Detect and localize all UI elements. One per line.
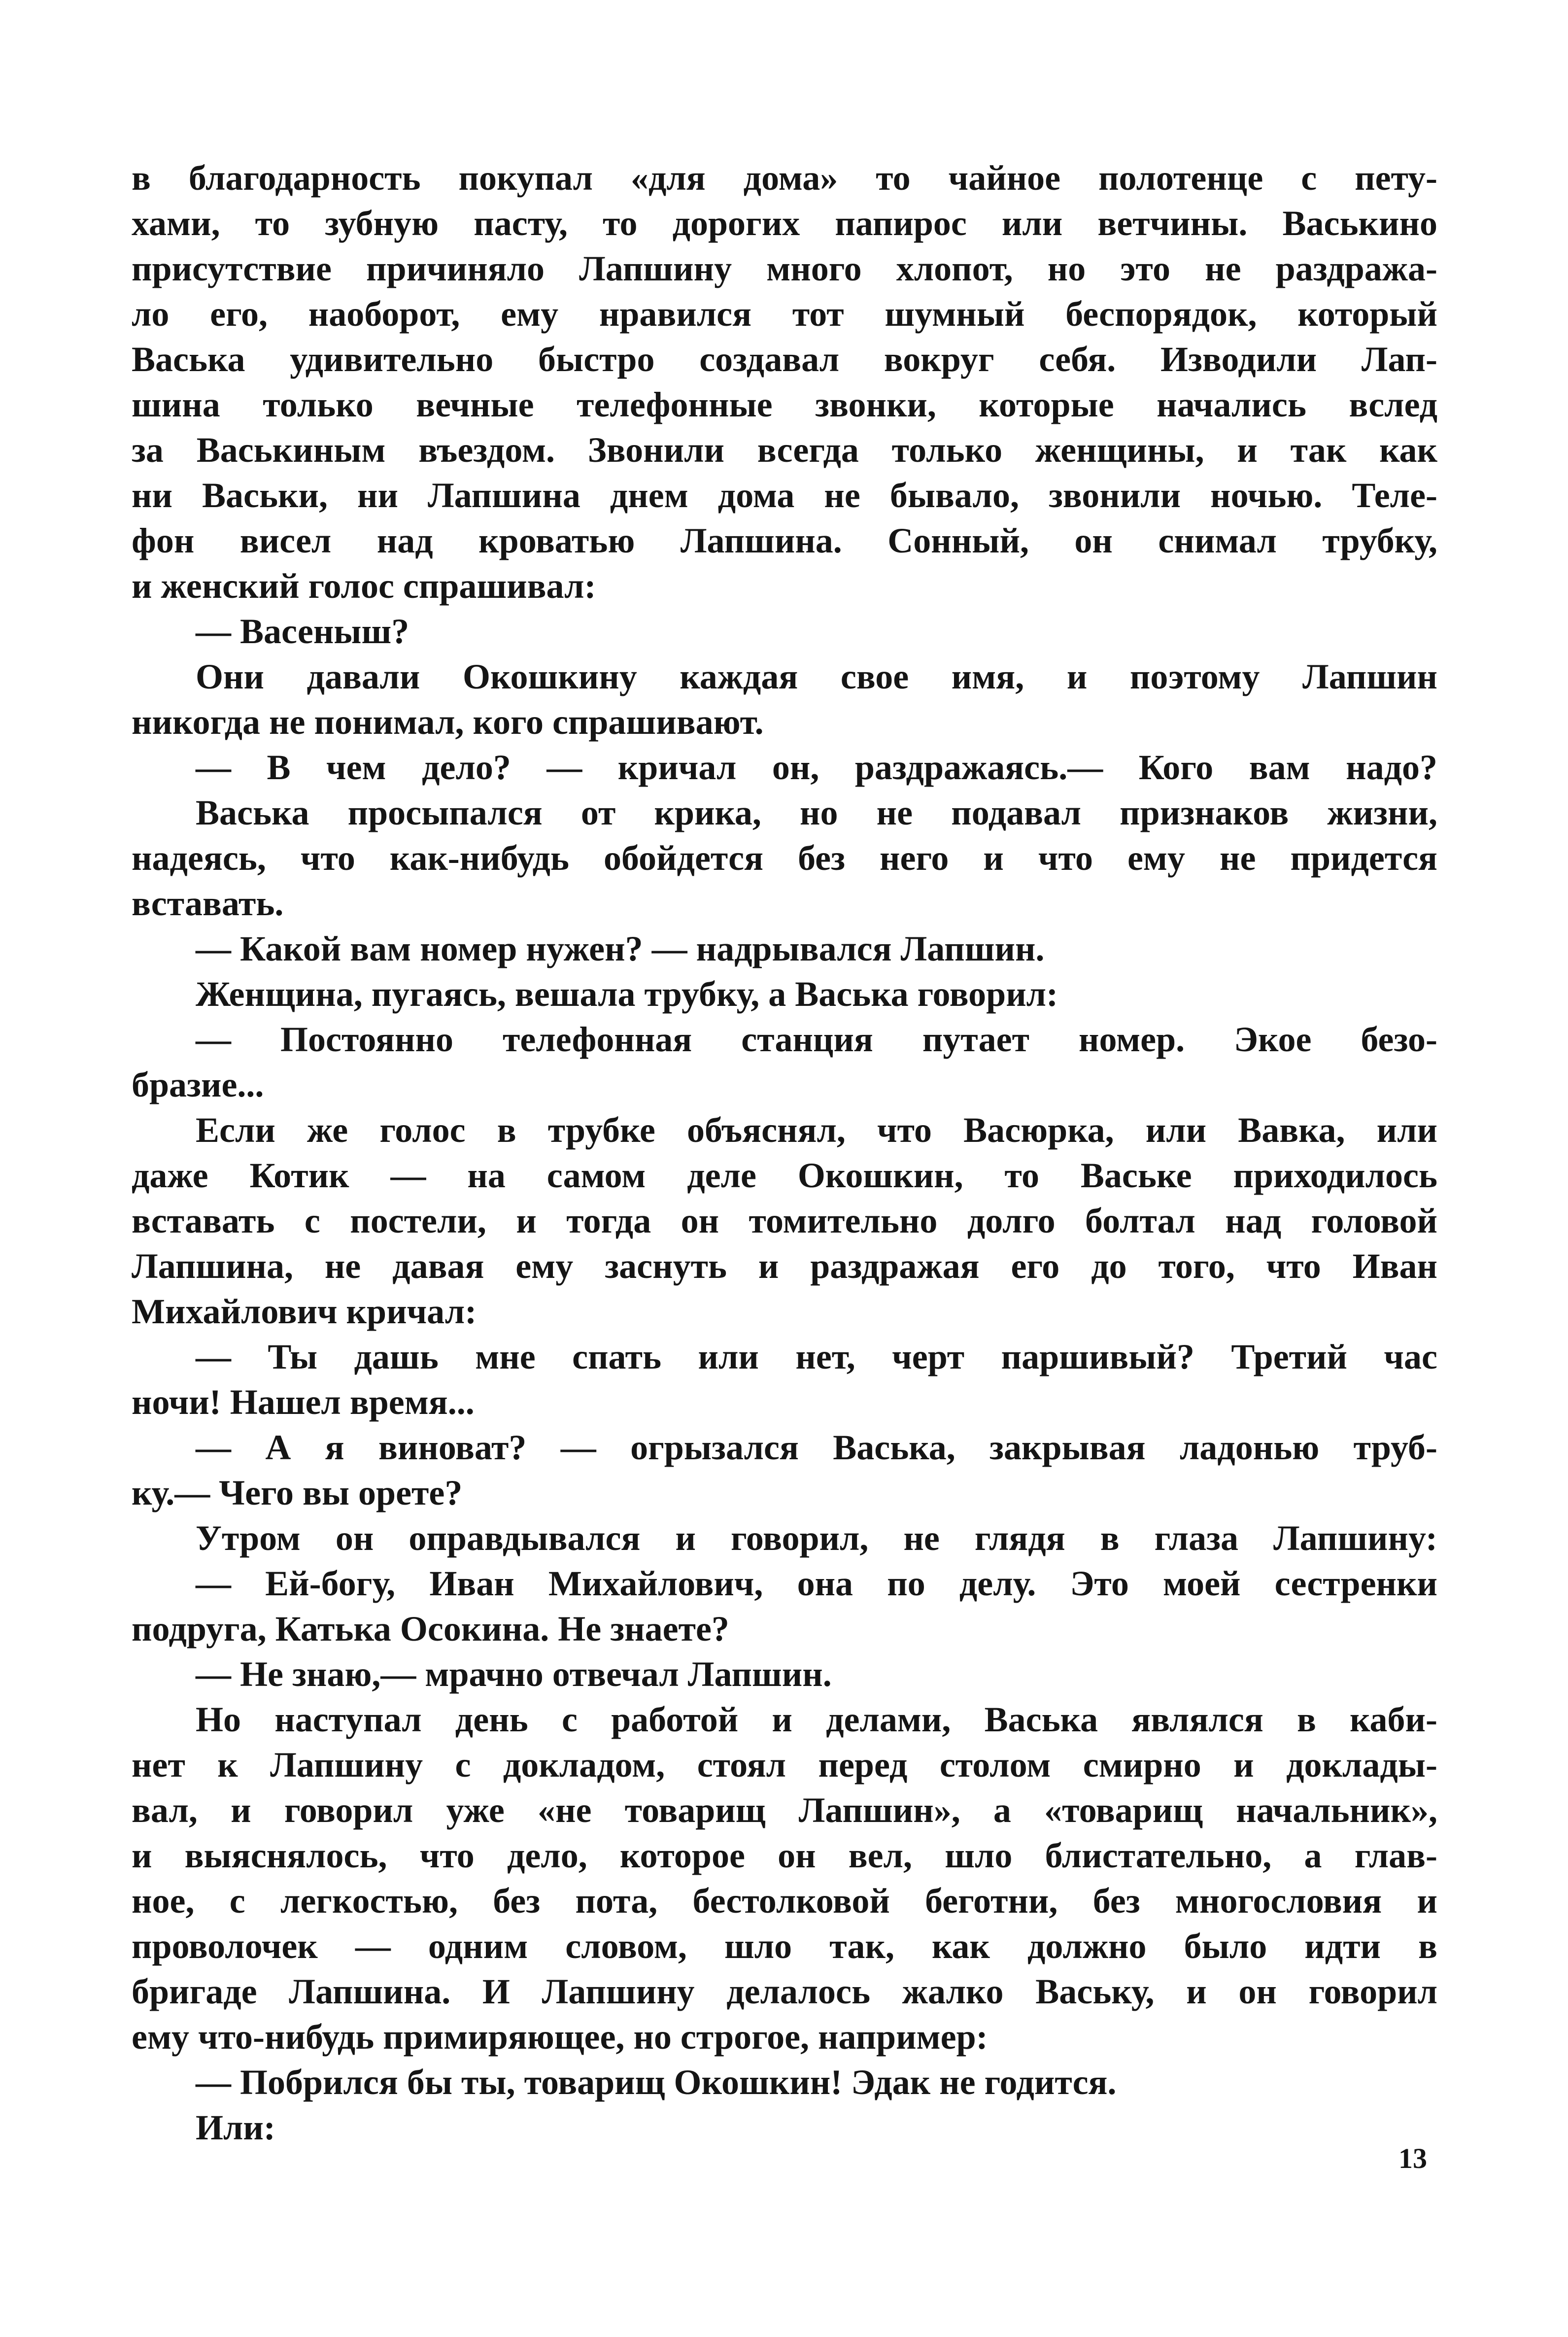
text-line: бразие... [132, 1065, 264, 1104]
text-line: за Васькиным въездом. Звонили всегда только женщины, и так как [132, 430, 1437, 470]
text-line: Женщина, пугаясь, вешала трубку, а Васька говорил: [196, 974, 1058, 1014]
text-line: Если же голос в трубке объяснял, что Васюрка, или Вавка, или [196, 1110, 1437, 1150]
text-line: надеясь, что как-нибудь обойдется без него и что ему не придется [132, 838, 1437, 878]
text-line: присутствие причиняло Лапшину много хлопот, но это не раздража- [132, 249, 1437, 288]
text-line: ное, с легкостью, без пота, бестолковой беготни, без многословия и [132, 1881, 1437, 1921]
text-line: — Не знаю,— мрачно отвечал Лапшин. [196, 1654, 832, 1694]
text-line: вставать. [132, 884, 284, 923]
text-line: и выяснялось, что дело, которое он вел, шло блистательно, а глав- [132, 1836, 1437, 1875]
text-line: подруга, Катька Осокина. Не знаете? [132, 1609, 729, 1649]
text-line: Лапшина, не давая ему заснуть и раздражая его до того, что Иван [132, 1246, 1437, 1286]
text-line: — Ты дашь мне спать или нет, черт паршивый? Третий час [196, 1337, 1437, 1376]
text-line: — Какой вам номер нужен? — надрывался Лапшин. [196, 929, 1045, 968]
text-line: фон висел над кроватью Лапшина. Сонный, он снимал трубку, [132, 521, 1437, 560]
text-line: вал, и говорил уже «не товарищ Лапшин», а «товарищ начальник», [132, 1790, 1437, 1830]
text-line: нет к Лапшину с докладом, стоял перед столом смирно и доклады- [132, 1745, 1437, 1785]
text-line: ни Васьки, ни Лапшина днем дома не бывало, звонили ночью. Теле- [132, 476, 1437, 515]
text-line: в благодарность покупал «для дома» то чайное полотенце с пету- [132, 158, 1437, 198]
text-line: даже Котик — на самом деле Окошкин, то Ваське приходилось [132, 1156, 1437, 1195]
text-line: никогда не понимал, кого спрашивают. [132, 702, 764, 742]
body-text [132, 155, 1437, 2150]
text-line: вставать с постели, и тогда он томительно долго болтал над головой [132, 1201, 1437, 1240]
text-line: Васька удивительно быстро создавал вокруг себя. Изводили Лап- [132, 340, 1437, 379]
text-line: — Васеныш? [196, 612, 409, 651]
text-line: хами, то зубную пасту, то дорогих папирос или ветчины. Васькино [132, 204, 1437, 243]
text-line: — А я виноват? — огрызался Васька, закрывая ладонью труб- [196, 1428, 1437, 1467]
text-line: — Ей-богу, Иван Михайлович, она по делу. Это моей сестренки [196, 1564, 1437, 1603]
text-line: Но наступал день с работой и делами, Васька являлся в каби- [196, 1700, 1437, 1739]
text-line: шина только вечные телефонные звонки, которые начались вслед [132, 385, 1437, 424]
text-line: проволочек — одним словом, шло так, как должно было идти в [132, 1926, 1437, 1966]
text-line: Михайлович кричал: [132, 1292, 477, 1331]
text-line: Или: [196, 2108, 275, 2147]
text-line: бригаде Лапшина. И Лапшину делалось жалко Ваську, и он говорил [132, 1972, 1437, 2011]
text-line: и женский голос спрашивал: [132, 566, 596, 606]
text-line: ему что-нибудь примиряющее, но строгое, например: [132, 2017, 988, 2057]
text-line: Васька просыпался от крика, но не подавал признаков жизни, [196, 793, 1437, 832]
text-line: Утром он оправдывался и говорил, не глядя в глаза Лапшину: [196, 1518, 1437, 1558]
text-line: ку.— Чего вы орете? [132, 1473, 463, 1512]
text-line: ночи! Нашел время... [132, 1382, 475, 1422]
page-number: 13 [1398, 2142, 1427, 2174]
text-line: ло его, наоборот, ему нравился тот шумный беспорядок, который [132, 294, 1437, 334]
text-line: — Постоянно телефонная станция путает номер. Экое безо- [196, 1020, 1437, 1059]
text-line: — Побрился бы ты, товарищ Окошкин! Эдак не годится. [196, 2062, 1117, 2102]
text-line: — В чем дело? — кричал он, раздражаясь.— Кого вам надо? [196, 748, 1437, 787]
text-line: Они давали Окошкину каждая свое имя, и поэтому Лапшин [196, 657, 1437, 696]
